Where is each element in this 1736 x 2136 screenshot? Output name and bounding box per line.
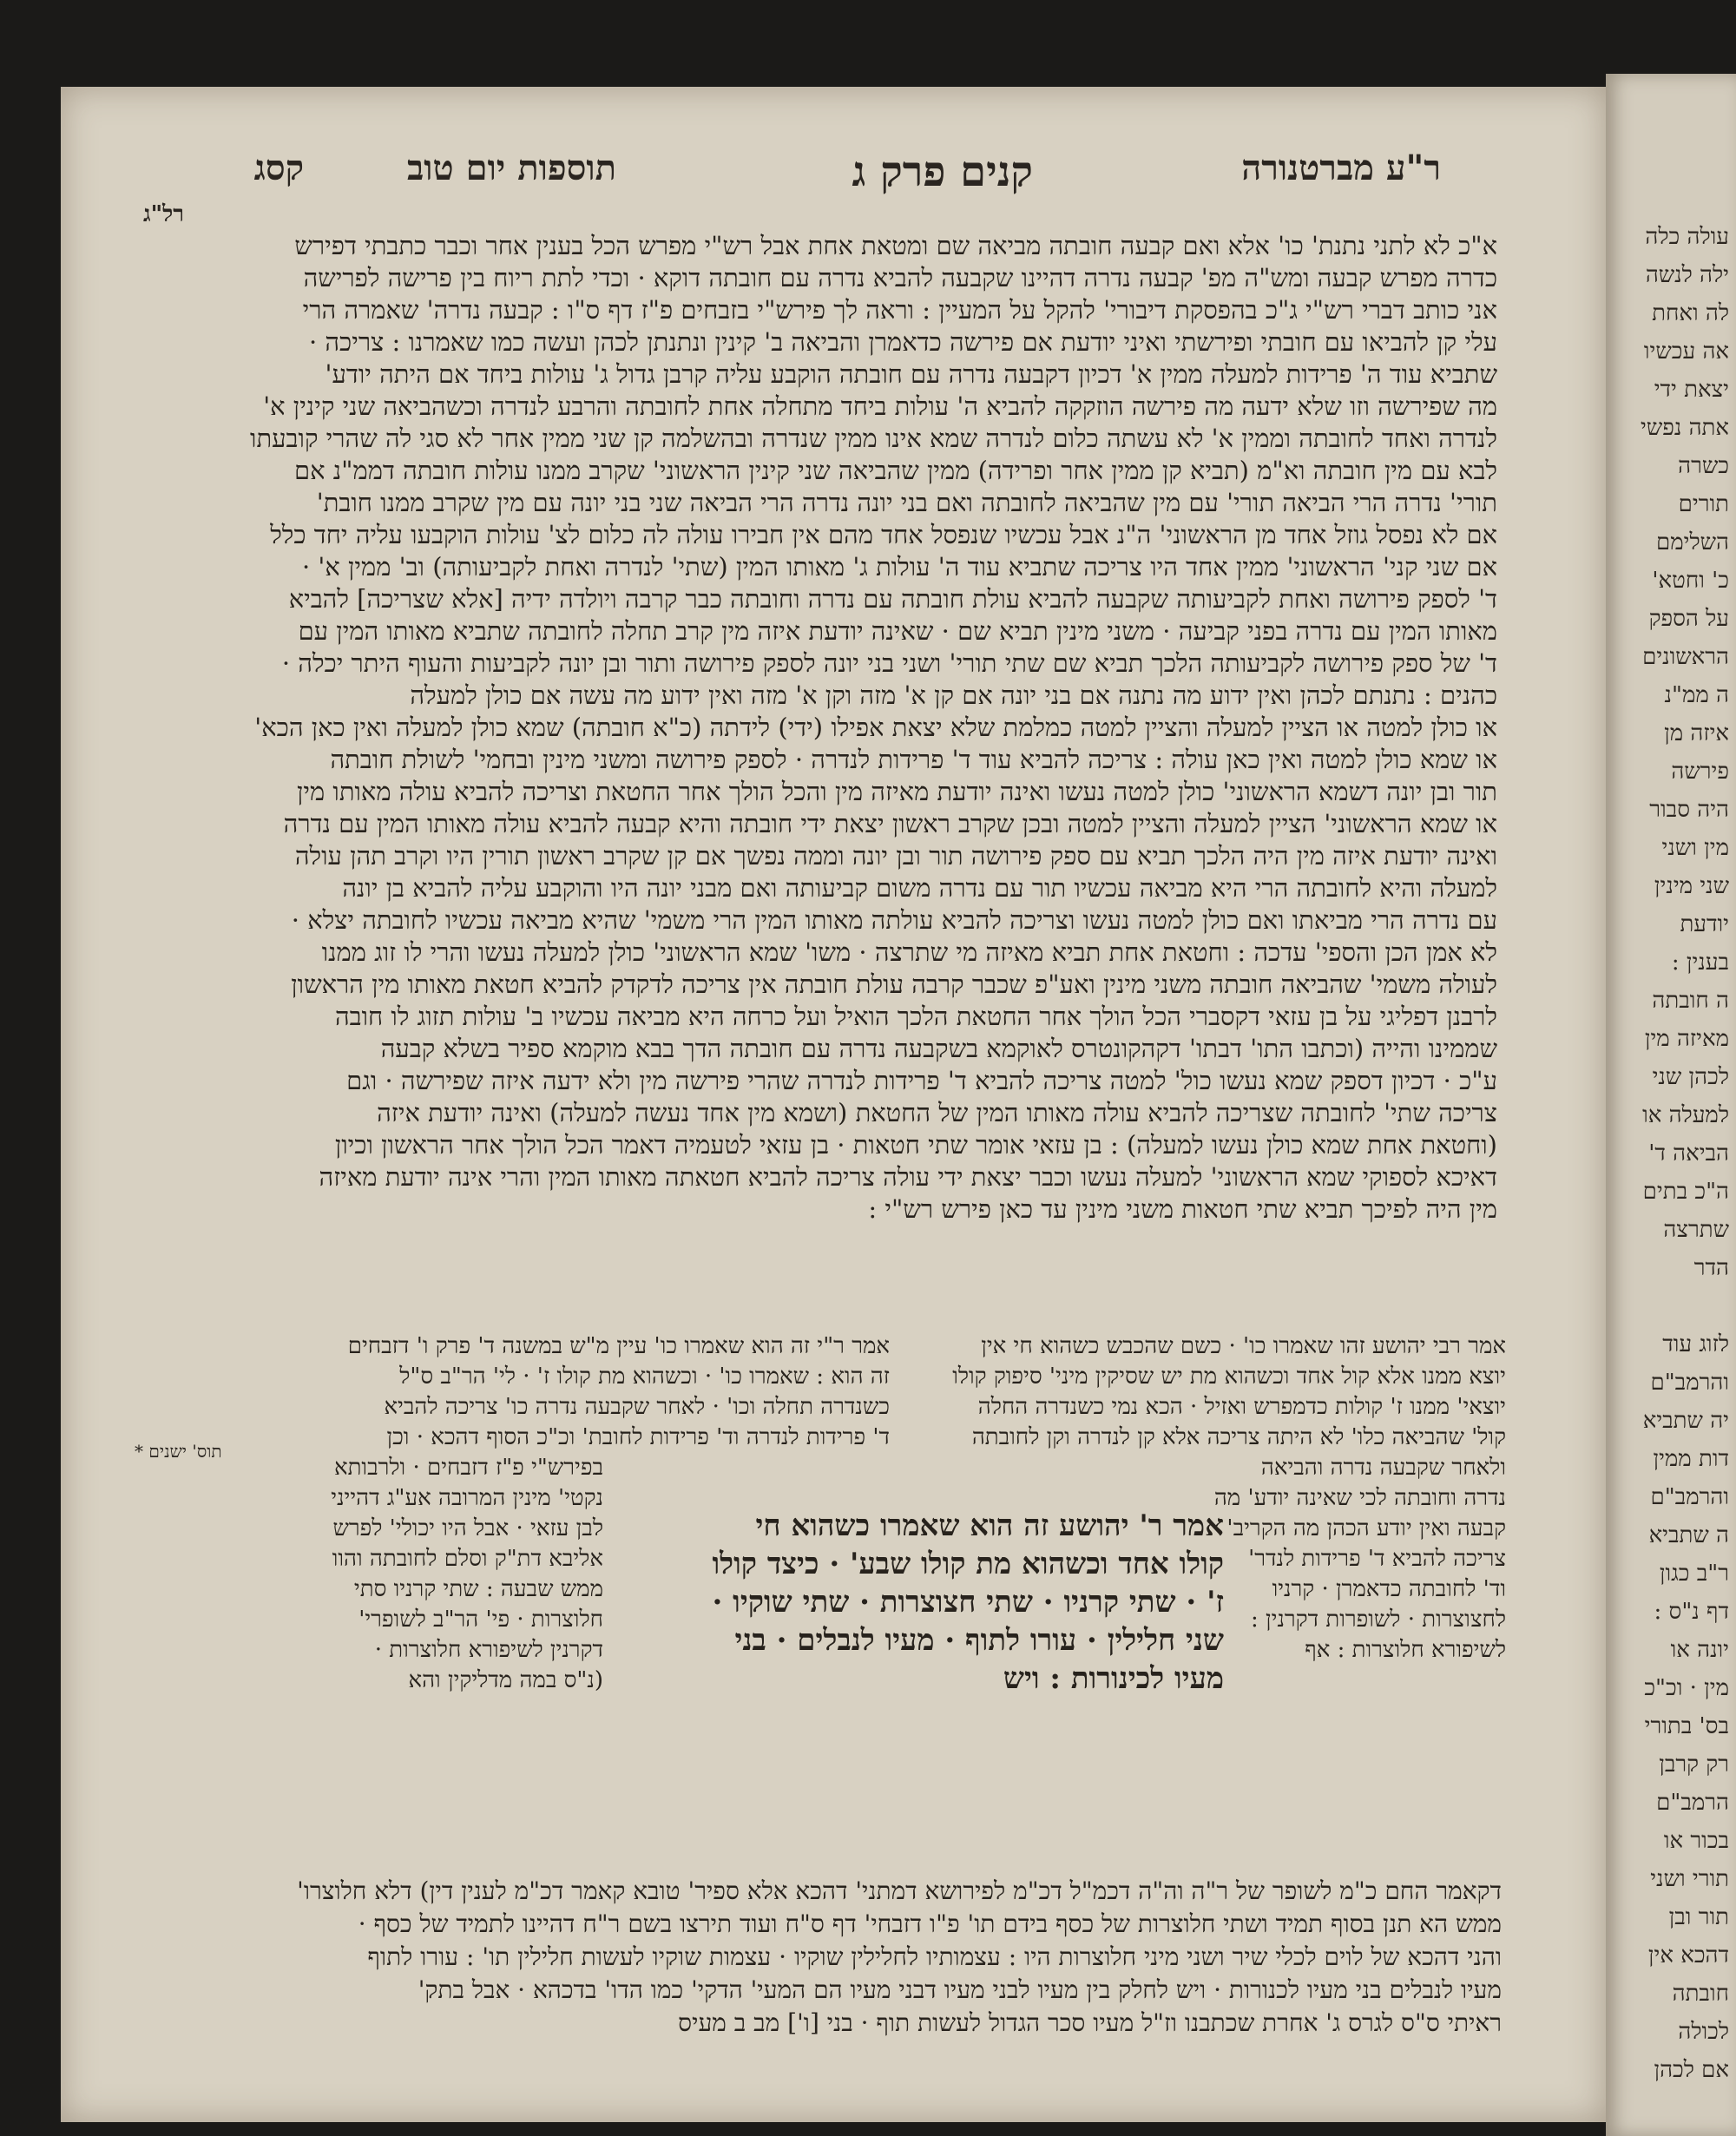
commentary-line: ד' של ספק פירושה לקביעותה הלכך תביא שם שתי תורי' ושני בני יונה לספק פירושה ותור ובן יונה לקביעות והעוף היתר יכלה · bbox=[281, 648, 1497, 678]
commentary-line: לבא עם מין חובתה וא"מ (תביא קן ממין אחר ופרידה) ממין שהביאה שני קינין הראשוני' שקרב ממנו עולות חובתה דממ"נ אם bbox=[294, 456, 1497, 485]
mishnah-line: קולו אחד וכשהוא מת קולו שבע' · כיצד קולו bbox=[712, 1547, 1224, 1581]
facing-page-line: הרמב"ם bbox=[1656, 1790, 1729, 1816]
facing-page-line: שני מינין bbox=[1654, 873, 1729, 899]
facing-page-line: ילה לנשה bbox=[1645, 262, 1729, 288]
commentary-line: שתביא עוד ה' פרידות למעלה ממין א' דכיון דקבעה נדרה עם חובתה הוקבע עליה קרבן גדול ג' עולות ביחד אם היתה יודע' bbox=[325, 359, 1497, 389]
bartenura-line: ולאחר שקבעה נדרה והביאה bbox=[1260, 1455, 1506, 1481]
bartenura-line: אמר רבי יהושע זהו שאמרו כו' · כשם שהכבש כשהוא חי אין bbox=[981, 1333, 1506, 1359]
bartenura-line: נדרה וחובתה לכי שאינה יודע' מה bbox=[1213, 1485, 1506, 1511]
commentary-line: או שמא כולן למטה ואין כאן עולה : צריכה להביא עוד ד' פרידות לנדרה · לספק פירושה ומשני מינין ובחמי' לשולת חובתה bbox=[330, 745, 1497, 774]
facing-page-line: לזוג עוד bbox=[1662, 1331, 1729, 1357]
commentary-line: תור ובן יונה דשמא הראשוני' כולן למטה נעשו ואינה יודעת מאיזה מין והכל הולך אחר החטאת וצריכה להביא עולה מאותו מין bbox=[297, 777, 1497, 806]
commentary-line: ע"כ · דכיון דספק שמא נעשו כול' למטה צריכה להביא ד' פרידות לנדרה שהרי פירשה מין ולא ידעה איזה שפירשה · וגם bbox=[346, 1066, 1497, 1095]
facing-page-line: אם לכהן bbox=[1654, 2057, 1729, 2083]
bartenura-line: לחצוצרות · לשופרות דקרנין : bbox=[1250, 1607, 1506, 1633]
facing-page-line: עולה כלה bbox=[1645, 224, 1729, 250]
facing-page-line: הביאה ד' bbox=[1648, 1140, 1729, 1167]
commentary-line: מה שפירשה וזו שלא ידעה מה פירשה הוזקקה להביא ה' עולות ביחד מתחלה אחת לחובתה והרבע לנדרה וכשהביאה שני קינין א' bbox=[263, 391, 1497, 421]
tosafot-line: דקרנין לשיפורא חלוצרות · bbox=[374, 1637, 603, 1663]
commentary-line: ד' לספק פירושה ואחת לקביעותה שקבעה להביא עולת חובתה עם נדרה וחובתה כבר קרבה ויולדה ידיה [אלא שצריכה] להביא bbox=[288, 584, 1497, 614]
facing-page-line: לכהן שני bbox=[1652, 1064, 1729, 1090]
commentary-line: עלי קן להביאו עם חובתי ופירשתי ואיני יודעת אם פירשה כדאמרן והביאה ב' קינין ונתנתן לכהן ועשה כמו שאמרנו : צריכה · bbox=[308, 327, 1497, 357]
facing-page-line: חובתה bbox=[1672, 1981, 1729, 2007]
facing-page-line: רק קרבן bbox=[1659, 1752, 1729, 1778]
commentary-line: (וחטאת אחת שמא כולן נעשו למעלה) : בן עזאי אומר שתי חטאות · בן עזאי לטעמיה דאמר הכל הולך אחר הראשון וכיון bbox=[334, 1130, 1497, 1160]
bartenura-line: צריכה להביא ד' פרידות לנדר' bbox=[1248, 1546, 1506, 1572]
lower-line: מעיו לנבלים בני מעיו לכנורות · ויש לחלק בין מעיו לבני מעיו דבני מעיו הם המעי' הדקי' כמו הדו' בדכהא · אבל בתק' bbox=[418, 1975, 1502, 2004]
tosafot-line: זה הוא : שאמרו כו' · וכשהוא מת קולו ז' · לי' הר"ב ס"ל bbox=[399, 1364, 890, 1390]
facing-page-line: והרמב"ם bbox=[1650, 1484, 1729, 1510]
tosafot-line: בפירש"י פ"ז דזבחים · ולרבותא bbox=[333, 1455, 603, 1481]
facing-page-line: דף נ"ס : bbox=[1654, 1599, 1729, 1625]
tosafot-line: לבן עזאי · אבל היו יכולי' לפרש bbox=[332, 1515, 603, 1541]
facing-page-line: כשרה bbox=[1678, 453, 1729, 479]
facing-page-line: תורי ושני bbox=[1650, 1866, 1729, 1892]
facing-page-line: הדר bbox=[1693, 1255, 1729, 1281]
commentary-line: דאיכא לספוקי שמא הראשוני' למעלה נעשו וכבר יצאת ידי עולה צריכה להביא חטאתה מאותו המין והרי אינה יודעת מאיזה bbox=[319, 1162, 1497, 1192]
tosafot-line: אליבא דת"ק וסלם לחובתה והוו bbox=[332, 1546, 603, 1572]
mishnah-line: אמר ר' יהושע זה הוא שאמרו כשהוא חי bbox=[755, 1508, 1224, 1543]
header-commentary-left: ר"ע מברטנורה bbox=[1241, 148, 1441, 188]
page-header bbox=[174, 148, 1441, 200]
tosafot-line: (נ"ס במה מדליקין והא bbox=[408, 1667, 603, 1693]
header-commentary-right: תוספות יום טוב bbox=[407, 148, 616, 188]
facing-page-line: פירשה bbox=[1671, 759, 1729, 785]
facing-page-line: ר"ב כגון bbox=[1659, 1561, 1729, 1587]
bartenura-line: יוצא ממנו אלא קול אחד וכשהוא מת יש שסיקין מיני' סיפוק קולו bbox=[952, 1364, 1506, 1390]
facing-page-line: איזה מן bbox=[1664, 720, 1729, 746]
facing-page-line: יודעת bbox=[1680, 911, 1729, 937]
mishnah-line: שני חלילין · עורו לתוף · מעיו לנבלים · בני bbox=[734, 1623, 1224, 1658]
tosafot-line: נקטי' מינין המרובה אע"ג דהייני bbox=[331, 1485, 603, 1511]
lower-line: דקאמר החם כ"מ לשופר של ר"ה וה"ה דכמ"ל דכ"מ לפירושא דמתני' דהכא אלא ספיר' טובא קאמר דכ"מ לענין דין) דלא חלוצרו' bbox=[297, 1876, 1502, 1905]
commentary-line: אני כותב דברי רש"י ג"כ בהפסקת דיבורי' להקל על המעיין : וראה לך פירש"י בזבחים פ"ז דף ס"ו : קבעה נדרה' שאמרה הרי bbox=[302, 295, 1497, 325]
facing-page-line: מין ושני bbox=[1661, 835, 1729, 861]
commentary-line: מאותו המין עם נדרה בפני קביעה · משני מינין תביא שם · שאינה יודעת איזה מין קרב תחלה לחובתה שתביא מאותו המין עם bbox=[298, 616, 1497, 646]
tosafot-line: כשנדרה תחלה וכו' · לאחר שקבעה נדרה כו' צריכה להביא bbox=[384, 1394, 890, 1420]
facing-page-line: דהכא אין bbox=[1647, 1942, 1729, 1968]
lower-line: והני דהכא של לוים לכלי שיר ושני מיני חלוצרות היו : עצמותיו לחלילין שוקיו · עצמות שוקיו לעשות חלילין תו' : עורו לתוף bbox=[367, 1942, 1502, 1971]
facing-page-line: מאיזה מין bbox=[1644, 1026, 1729, 1052]
facing-page-line: ה ממ"נ bbox=[1664, 682, 1729, 708]
commentary-line: אם לא נפסל גוזל אחד מן הראשוני' ה"נ אבל עכשיו שנפסל אחד מהם אין חבירו עולה לה כלום לצ' עולות הוקבעו עליה יחד כלל bbox=[270, 520, 1497, 549]
mishnah-line: מעיו לכינורות : ויש bbox=[1003, 1661, 1224, 1696]
facing-page bbox=[1606, 74, 1736, 2136]
commentary-line: מין היה לפיכך תביא שתי חטאות משני מינין עד כאן פירש רש"י : bbox=[868, 1194, 1497, 1224]
bartenura-line: קול' שהביאה כלו' לא היתה צריכה אלא קן לנדרה וקן לחובתה bbox=[971, 1424, 1506, 1450]
facing-page-line: יונה או bbox=[1670, 1637, 1729, 1663]
commentary-line: לעולה משמי' שהביאה חובתה משני מינין ואע"פ שכבר קרבה עולת חובתה אין צריכה לדקדק להביא חטאת מאותו מין הראשון bbox=[291, 969, 1497, 999]
commentary-line: שממינו והייה (וכתבו התו' דבתו' דקהקונטרס לאוקמא בשקבעה נדרה עם חובתה הדך בבא מוקמא ספיר בשלא קבעה bbox=[380, 1034, 1497, 1063]
facing-page-line: למעלה או bbox=[1642, 1102, 1729, 1128]
facing-page-line: דות ממין bbox=[1653, 1446, 1729, 1472]
bartenura-line: לשיפורא חלוצרות : אף bbox=[1305, 1637, 1506, 1663]
facing-page-line: לכולה bbox=[1678, 2019, 1729, 2045]
header-tractate: קנים פרק ג bbox=[852, 148, 1033, 196]
tosafot-line: ממש שבעה : שתי קרניו סתי bbox=[353, 1576, 603, 1602]
facing-page-line: ה"כ בתים bbox=[1642, 1179, 1729, 1205]
facing-page-line: לה ואחת bbox=[1652, 300, 1729, 326]
commentary-line: לא אמן הכן והספי' עדכה : וחטאת אחת תביא מאיזה מי שתרצה · משו' שמא הראשוני' כולן למעלה נעשו והרי לו זוג ממנו bbox=[321, 937, 1497, 967]
tosafot-line: אמר ר"י זה הוא שאמרו כו' עיין מ"ש במשנה ד' פרק ו' דזבחים bbox=[347, 1333, 890, 1359]
bartenura-line: קבעה ואין יודע הכהן מה הקריב' bbox=[1226, 1515, 1506, 1541]
facing-page-line: תור ובן bbox=[1668, 1904, 1729, 1930]
facing-page-line: היה סבור bbox=[1649, 797, 1729, 823]
facing-page-line: תורים bbox=[1678, 491, 1729, 517]
commentary-line: לנדרה ואחד לחובתה וממין א' לא עשתה כלום לנדרה שמא אינו ממין שנדרה ובהשלמה קן שני ממין אחר לא סגי לה שהרי קובעתו bbox=[250, 424, 1497, 453]
facing-page-line: הראשונים bbox=[1642, 644, 1729, 670]
mishnah-line: ז' · שתי קרניו · שתי חצוצרות · שתי שוקיו · bbox=[712, 1585, 1224, 1620]
header-page-number: קסג bbox=[253, 148, 304, 188]
facing-page-line: ה שתביא bbox=[1648, 1522, 1729, 1548]
bartenura-line: יוצאי' ממנו ז' קולות כדמפרש ואזיל · הכא נמי כשנדרה החלה bbox=[977, 1394, 1506, 1420]
tosafot-line: חלוצרות · פי' הר"ב לשופרי' bbox=[358, 1607, 603, 1633]
facing-page-line: והרמב"ם bbox=[1650, 1370, 1729, 1396]
facing-page-line: בס' בתורי bbox=[1644, 1713, 1729, 1739]
tosafot-line: ד' פרידות לנדרה וד' פרידות לחובת' וכ"כ הסוף דהכא · וכן bbox=[386, 1424, 890, 1450]
facing-page-line: יה שתביא bbox=[1642, 1408, 1729, 1434]
facing-page-line: שתרצה bbox=[1663, 1217, 1729, 1243]
commentary-line: ואינה יודעת איזה מין היה הלכך תביא עם ספק פירושה תור ובן יונה וממה נפשך אם קן שקרב ראשון תורין היו וקרב תהן עולה bbox=[294, 841, 1497, 871]
commentary-line: תורי' נדרה הרי הביאה תורי' עם מין שהביאה לחובתה ואם בני יונה נדרה הרי הביאה שני בני יונה עם מין שקרב ממנו חובת' bbox=[316, 488, 1497, 517]
lower-line: ממש הא תנן בסוף תמיד ושתי חלוצרות של כסף בידם תו' פ"ו דזבחי' דף ס"ח ועוד תירצו בשם ר"ח דהיינו לתמיד של כסף · bbox=[358, 1909, 1502, 1938]
commentary-line: צריכה שתי' לחובתה שצריכה להביא עולה מאותו המין של החטאת (ושמא מין אחד נעשה למעלה) ואינה יודעת איזה bbox=[377, 1098, 1497, 1127]
commentary-line: עם נדרה הרי מביאתו ואם כולן למטה נעשו וצריכה להביא עולתה מאותו המין הרי משמי' שהיא מביאה עכשיו לחובתה יצלא · bbox=[291, 905, 1497, 935]
commentary-line: א"כ לא לתני נתנת' כו' אלא ואם קבעה חובתה מביאה שם ומטאת אחת אבל רש"י מפרש הכל בענין אחר וכבר כתבתי דפירש bbox=[294, 231, 1497, 260]
bartenura-line: וד' לחובתה כדאמרן · קרניו bbox=[1272, 1576, 1506, 1602]
margin-marker: * תוס' ישנים bbox=[135, 1441, 222, 1462]
facing-page-line: מין · וכ"כ bbox=[1644, 1675, 1729, 1701]
facing-page-line: אתה נפשי bbox=[1641, 415, 1729, 441]
facing-page-line: בענין : bbox=[1671, 950, 1729, 976]
commentary-line: או שמא הראשוני' הציין למעלה והציין למטה ובכן שקרב ראשון יצאת ידי חובתה והיא קבעה להביא עולה מאותו המין עם נדרה bbox=[283, 809, 1497, 838]
commentary-line: או כולן למטה או הציין למעלה והציין למטה כמלמת שלא יצאת אפילו (ידי) לידתה (כ"א חובתה) שמא כולן למעלה ואין כאן הכא' bbox=[254, 713, 1497, 742]
facing-page-line: כ' וחטא' bbox=[1652, 568, 1729, 594]
facing-page-line: אה עכשיו bbox=[1643, 338, 1729, 365]
commentary-line: כהנים : נתנתם לכהן ואין ידוע מה נתנה אם בני יונה אם קן א' מזה וקן א' מזה ואין ידוע מה עשה אם כולן למעלה bbox=[410, 680, 1497, 710]
facing-page-line: בכור או bbox=[1663, 1828, 1729, 1854]
lower-line: ראיתי ס"ס לגרס ג' אחרת שכתבנו וז"ל מעיו סכר הגדול לעשות תוף · בני [ו'] מב ב מעיס bbox=[678, 2008, 1502, 2037]
facing-page-line: יצאת ידי bbox=[1654, 377, 1729, 403]
facing-page-line: השלימם bbox=[1656, 529, 1729, 555]
facing-page-line: על הספק bbox=[1648, 606, 1729, 632]
commentary-line: כדרה מפרש קבעה ומש"ה מפ' קבעה נדרה דהיינו שקבעה להביא נדרה עם חובתה דוקא · וכדי לתת ריוח בין פרישה לפרישה bbox=[303, 263, 1497, 292]
commentary-line: לרבנן דפליגי על בן עזאי דקסברי הכל הולך אחר החטאת הלכך הואיל ועל כרחה היא מביאה עכשיו ב' עולות תזוג לו חובה bbox=[334, 1002, 1497, 1031]
folio-mark: רל"ג bbox=[143, 201, 185, 227]
commentary-line: למעלה והיא לחובתה הרי היא מביאה עכשיו תור עם נדרה משום קביעותה ואם מבני יונה היו והוקבע עליה להביא בן יונה bbox=[342, 873, 1497, 903]
commentary-line: אם שני קני' הראשוני' ממין אחד היו צריכה שתביא עוד ה' עולות ג' מאותו המין (שתי' לנדרה ואחת לקביעותה) וב' ממין א' · bbox=[301, 552, 1497, 582]
facing-page-line: ה חובתה bbox=[1652, 988, 1729, 1014]
